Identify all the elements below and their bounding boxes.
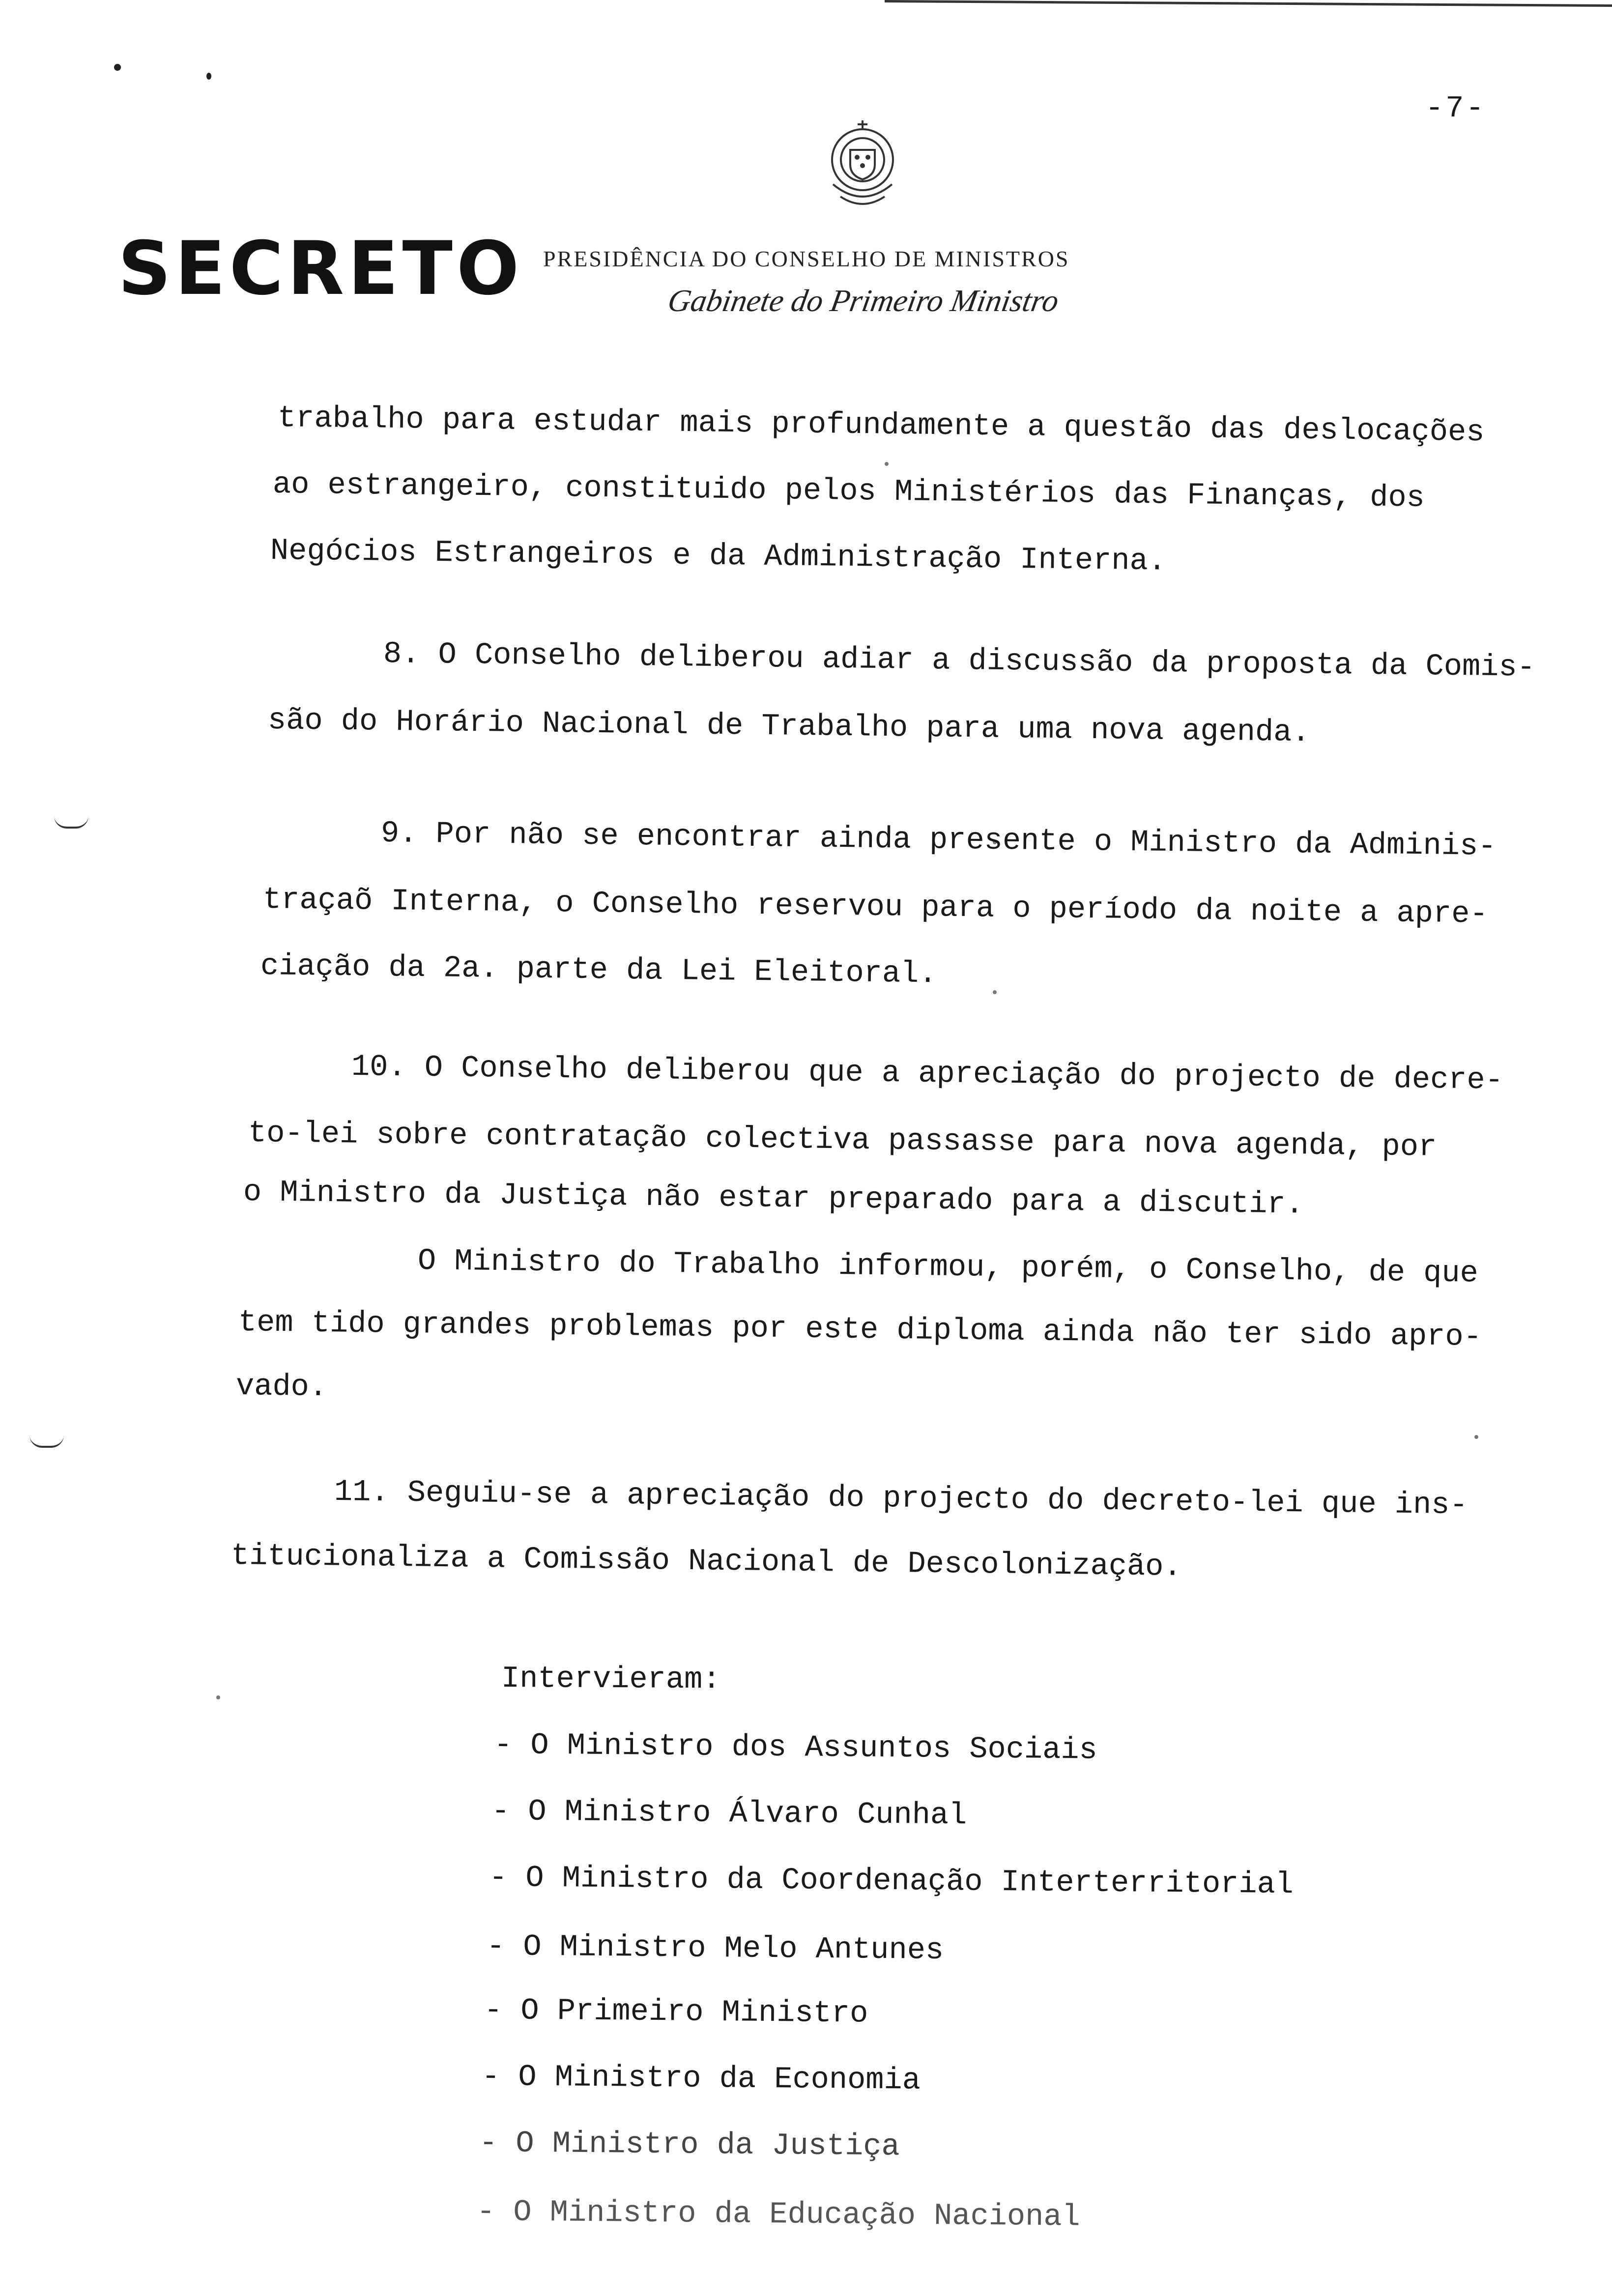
paragraph-line: 8. O Conselho deliberou adiar a discussão da proposta da Comis-: [383, 636, 1536, 685]
margin-mark: [29, 1435, 64, 1448]
paragraph-line: tem tido grandes problemas por este diploma ainda não ter sido apro-: [238, 1305, 1482, 1355]
intervener-item: - O Ministro da Educação Nacional: [476, 2194, 1081, 2235]
paragraph-line: titucionaliza a Comissão Nacional de Descolonização.: [230, 1538, 1182, 1584]
paragraph-line: ao estrangeiro, constituido pelos Ministérios das Finanças, dos: [272, 467, 1425, 516]
paragraph-line: o Ministro da Justiça não estar preparado para a discutir.: [243, 1175, 1304, 1222]
intervener-item: - O Ministro Álvaro Cunhal: [491, 1794, 967, 1833]
scan-dot: [1474, 1435, 1478, 1439]
intervener-item: - O Ministro da Economia: [481, 2059, 921, 2098]
paragraph-line: 9. Por não se encontrar ainda presente o Ministro da Adminis-: [380, 816, 1497, 864]
paragraph-line: O Ministro do Trabalho informou, porém, o Conselho, de que: [417, 1243, 1479, 1291]
paragraph-line: 11. Seguiu-se a apreciação do projecto do decreto-lei que ins-: [334, 1474, 1468, 1523]
office-subtitle: Gabinete do Primeiro Ministro: [665, 283, 1062, 318]
intervener-item: - O Ministro dos Assuntos Sociais: [493, 1727, 1098, 1768]
margin-mark: [54, 816, 88, 829]
intervener-item: - O Ministro da Coordenação Interterritorial: [489, 1860, 1294, 1902]
page-number: -7-: [1425, 91, 1486, 126]
coat-of-arms-emblem: [806, 111, 919, 224]
scan-dot: [885, 462, 889, 466]
paragraph-line: to-lei sobre contratação colectiva passasse para nova agenda, por: [248, 1116, 1437, 1165]
interveners-label: Intervieram:: [501, 1661, 721, 1697]
paragraph-line: são do Horário Nacional de Trabalho para uma nova agenda.: [267, 703, 1311, 750]
paragraph-line: Negócios Estrangeiros e da Administração Interna.: [270, 533, 1167, 579]
intervener-item: - O Ministro da Justiça: [479, 2125, 900, 2164]
scan-speck: [114, 64, 121, 71]
intervener-item: - O Ministro Melo Antunes: [486, 1929, 944, 1968]
paragraph-line: ciação da 2a. parte da Lei Eleitoral.: [260, 948, 937, 992]
scan-dot: [216, 1695, 220, 1699]
paragraph-line: trabalho para estudar mais profundamente a questão das deslocações: [277, 401, 1485, 450]
top-rule: [885, 0, 1612, 7]
paragraph-line: traçaõ Interna, o Conselho reservou para o período da noite a apre-: [262, 882, 1489, 932]
paragraph-line: vado.: [235, 1369, 328, 1405]
scan-speck: [206, 73, 211, 80]
scan-dot: [993, 990, 997, 994]
office-title: PRESIDÊNCIA DO CONSELHO DE MINISTROS: [543, 246, 1070, 271]
paragraph-line: 10. O Conselho deliberou que a apreciação do projecto de decre-: [351, 1049, 1504, 1098]
intervener-item: - O Primeiro Ministro: [484, 1993, 868, 2031]
classification-stamp: SECRETO: [118, 226, 523, 312]
